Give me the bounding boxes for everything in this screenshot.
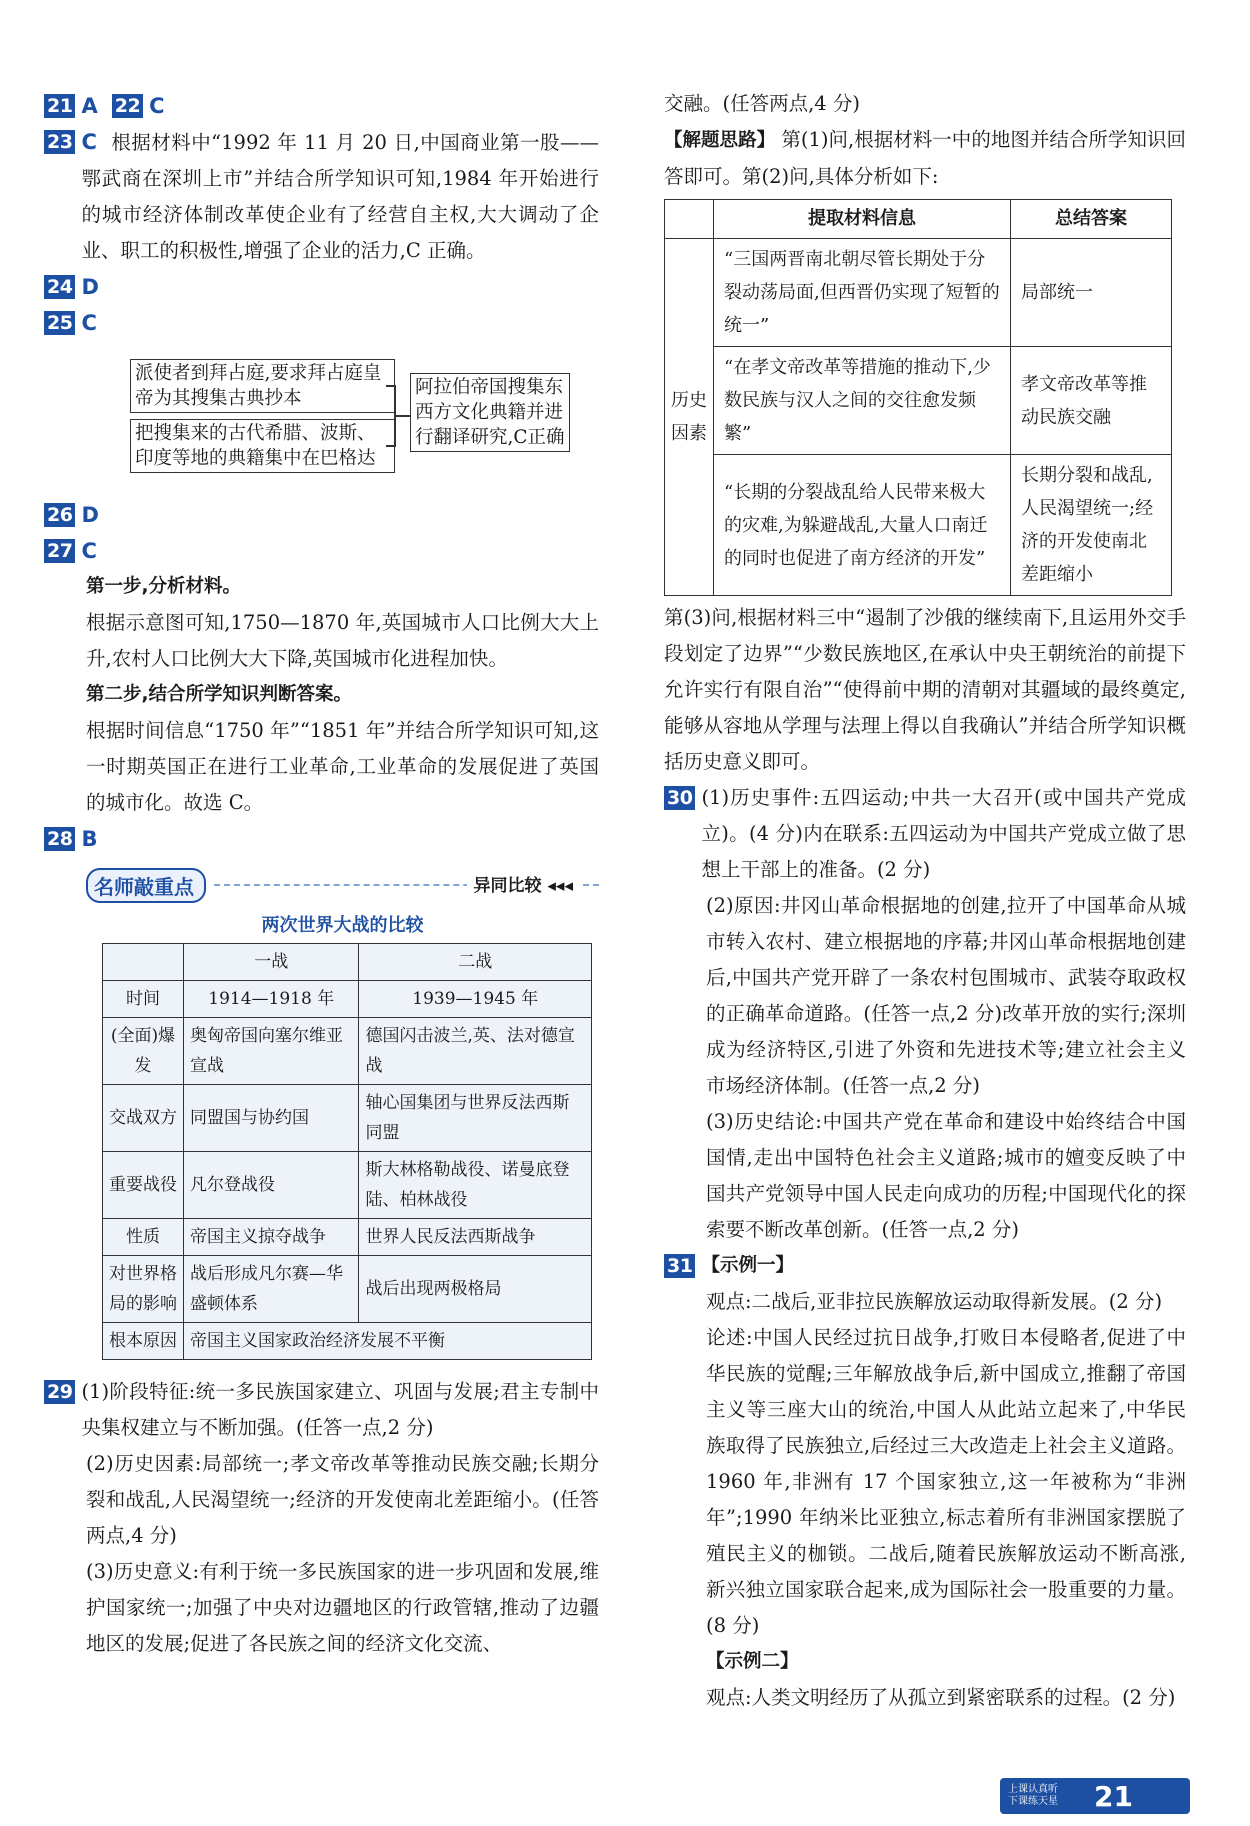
- table-cell: “三国两晋南北朝尽管长期处于分裂动荡局面,但西晋仍实现了短暂的统一”: [714, 239, 1011, 347]
- question-number: 24: [44, 275, 75, 299]
- answer-part: (1)历史事件:五四运动;中共一大召开(或中国共产党成立)。(4 分)内在联系:五四运动为中国共产党成立做了思想上干部上的准备。(2 分): [701, 786, 1186, 881]
- table-cell: 战后出现两极格局: [359, 1256, 592, 1323]
- row-heading: 交战双方: [103, 1085, 184, 1152]
- row-heading: 历史因素: [665, 239, 714, 596]
- answer-31-body: [664, 1284, 1186, 1716]
- table-cell: 孝文帝改革等推动民族交融: [1011, 347, 1172, 455]
- step-heading: 第一步,分析材料。: [86, 576, 242, 597]
- page-footer: [1000, 1778, 1190, 1814]
- question-number: 25: [44, 311, 75, 335]
- answer-29-rest: [44, 1446, 599, 1662]
- question-number: 26: [44, 503, 75, 527]
- teacher-highlight-header: [86, 865, 599, 905]
- left-column: [44, 88, 599, 1662]
- compare-tag: 异同比较 ◂◂◂: [467, 871, 579, 896]
- answer-23: [44, 124, 599, 269]
- row-heading: (全面)爆发: [103, 1018, 184, 1085]
- row-heading: 时间: [103, 981, 184, 1018]
- footer-slogan: [1008, 1784, 1088, 1808]
- answer-29: [44, 1374, 599, 1446]
- answer-letter: C: [81, 311, 97, 335]
- answer-31: [664, 1248, 1186, 1284]
- table-header-cell: 二战: [359, 944, 592, 981]
- table-row: [103, 981, 592, 1018]
- flow-diagram: [86, 351, 599, 491]
- answer-part: (2)历史因素:局部统一;孝文帝改革等推动民族交融;长期分裂和战乱,人民渴望统一;经济的开发使南北差距缩小。(任答两点,4 分): [86, 1452, 599, 1547]
- table-cell: 凡尔登战役: [184, 1152, 359, 1219]
- table-cell: 奥匈帝国向塞尔维亚宣战: [184, 1018, 359, 1085]
- table-header-cell: 总结答案: [1011, 200, 1172, 239]
- table-cell: 同盟国与协约国: [184, 1085, 359, 1152]
- flow-box-result: 阿拉伯帝国搜集东西方文化典籍并进行翻译研究,C正确: [410, 373, 570, 452]
- teacher-badge: 名师敲重点: [86, 868, 206, 903]
- table-cell: 轴心国集团与世界反法西斯同盟: [359, 1085, 592, 1152]
- table-row: [103, 1085, 592, 1152]
- step-text: 根据示意图可知,1750—1870 年,英国城市人口比例大大上升,农村人口比例大大下降,英国城市化进程加快。: [86, 611, 599, 670]
- answer-26: [44, 497, 599, 533]
- answer-30-rest: [664, 888, 1186, 1248]
- answer-30: [664, 780, 1186, 888]
- question-number: 21: [44, 94, 75, 118]
- question-number: 28: [44, 827, 75, 851]
- row-heading: 对世界格局的影响: [103, 1256, 184, 1323]
- solution-label: 【解题思路】: [664, 130, 776, 151]
- table-row: [665, 347, 1172, 455]
- row-heading: 重要战役: [103, 1152, 184, 1219]
- table-cell: 长期分裂和战乱,人民渴望统一;经济的开发使南北差距缩小: [1011, 455, 1172, 596]
- table-header-cell: 一战: [184, 944, 359, 981]
- answer-21-22: [44, 88, 599, 124]
- table-header-row: [665, 200, 1172, 239]
- table-header-cell: 提取材料信息: [714, 200, 1011, 239]
- flow-connector: [396, 415, 410, 417]
- step-text: 根据时间信息“1750 年”“1851 年”并结合所学知识可知,这一时期英国正在进行工业革命,工业革命的发展促进了英国的城市化。故选 C。: [86, 719, 599, 814]
- answer-part: (3)历史意义:有利于统一多民族国家的进一步巩固和发展,维护国家统一;加强了中央对边疆地区的行政管辖,推动了边疆地区的发展;促进了各民族之间的经济文化交流、: [86, 1560, 599, 1655]
- answer-letter: D: [81, 275, 99, 299]
- table-row: [665, 239, 1172, 347]
- answer-letter: C: [81, 539, 97, 563]
- example-heading: 【示例一】: [701, 1255, 794, 1276]
- right-column: [664, 88, 1186, 1716]
- answer-letter: A: [81, 94, 98, 118]
- answer-part: (1)阶段特征:统一多民族国家建立、巩固与发展;君主专制中央集权建立与不断加强。(任答一点,2 分): [81, 1380, 599, 1439]
- table-row: [665, 455, 1172, 596]
- table-cell: 帝国主义掠夺战争: [184, 1219, 359, 1256]
- table-header-cell: [103, 944, 184, 981]
- answer-25: [44, 305, 599, 341]
- answer-27-steps: [44, 569, 599, 821]
- table-row: [103, 1152, 592, 1219]
- war-comparison-table: [102, 943, 592, 1360]
- question-number: 27: [44, 539, 75, 563]
- flow-connector: [386, 445, 396, 447]
- table-header-cell: [665, 200, 714, 239]
- answer-explanation: C 根据材料中“1992 年 11 月 20 日,中国商业第一股——鄂武商在深圳上市”并结合所学知识可知,1984 年开始进行的城市经济体制改革使企业有了经营自主权,大大调动了企业、职工的积极性,增强了企业的活力,C 正确。: [81, 130, 599, 262]
- question-number: 30: [664, 786, 695, 810]
- answer-29-body: [81, 1374, 599, 1446]
- page-number: 21: [1094, 1779, 1133, 1813]
- question-number: 31: [664, 1254, 695, 1278]
- answer-part: 观点:人类文明经历了从孤立到紧密联系的过程。(2 分): [706, 1686, 1176, 1709]
- table-row: [103, 1323, 592, 1360]
- answer-27: [44, 533, 599, 569]
- step-heading: 第二步,结合所学知识判断答案。: [86, 684, 353, 705]
- row-heading: 根本原因: [103, 1323, 184, 1360]
- example-heading: 【示例二】: [706, 1651, 799, 1672]
- solution-idea: 【解题思路】 第(1)问,根据材料一中的地图并结合所学知识回答即可。第(2)问,具体分析如下:: [664, 128, 1186, 188]
- table-row: [103, 1219, 592, 1256]
- comparison-title: 两次世界大战的比较: [261, 915, 424, 936]
- flow-box-envoy: 派使者到拜占庭,要求拜占庭皇帝为其搜集古典抄本: [130, 359, 395, 413]
- table-row: [103, 1018, 592, 1085]
- answer-letter: C: [81, 130, 97, 154]
- flow-connector: [386, 385, 396, 387]
- row-heading: 性质: [103, 1219, 184, 1256]
- table-cell: 斯大林格勒战役、诺曼底登陆、柏林战役: [359, 1152, 592, 1219]
- question-number: 29: [44, 1380, 75, 1404]
- question-number: 23: [44, 130, 75, 154]
- table-row: [103, 1256, 592, 1323]
- slogan-line: 下课练天星: [1008, 1796, 1058, 1807]
- table-cell: “在孝文帝改革等措施的推动下,少数民族与汉人之间的交往愈发频繁”: [714, 347, 1011, 455]
- table-cell: 1914—1918 年: [184, 981, 359, 1018]
- answer-letter: B: [81, 827, 98, 851]
- continued-text: 交融。(任答两点,4 分): [664, 92, 861, 115]
- answer-letter: C: [149, 94, 165, 118]
- flow-box-collect: 把搜集来的古代希腊、波斯、印度等地的典籍集中在巴格达: [130, 419, 395, 473]
- table-header-row: [103, 944, 592, 981]
- slogan-line: 上课认真听: [1008, 1784, 1058, 1795]
- table-cell: 世界人民反法西斯战争: [359, 1219, 592, 1256]
- answer-part: 论述:中国人民经过抗日战争,打败日本侵略者,促进了中华民族的觉醒;三年解放战争后,新中国成立,推翻了帝国主义等三座大山的统治,中国人从此站立起来了,中华民族取得了民族独立,后经过三大改造走上社会主义道路。1960 年,非洲有 17 个国家独立,这一年被称为“非洲年”;1990 年纳米比亚独立,标志着所有非洲国家摆脱了殖民主义的枷锁。二战后,随着民族解放运动不断高涨,新兴独立国家联合起来,成为国际社会一股重要的力量。(8 分): [706, 1326, 1186, 1637]
- table-cell: 局部统一: [1011, 239, 1172, 347]
- table-cell: 德国闪击波兰,英、法对德宣战: [359, 1018, 592, 1085]
- answer-28: [44, 821, 599, 857]
- answer-part: 观点:二战后,亚非拉民族解放运动取得新发展。(2 分): [706, 1290, 1163, 1313]
- answer-part: (3)历史结论:中国共产党在革命和建设中始终结合中国国情,走出中国特色社会主义道路;城市的嬗变反映了中国共产党领导中国人民走向成功的历程;中国现代化的探索要不断改革创新。(任答一点,2 分): [706, 1110, 1186, 1241]
- table-cell: 帝国主义国家政治经济发展不平衡: [184, 1323, 592, 1360]
- question-number: 22: [112, 94, 143, 118]
- answer-24: [44, 269, 599, 305]
- table-cell: 1939—1945 年: [359, 981, 592, 1018]
- table-cell: “长期的分裂战乱给人民带来极大的灾难,为躲避战乱,大量人口南迁的同时也促进了南方经济的开发”: [714, 455, 1011, 596]
- answer-letter: D: [81, 503, 99, 527]
- answer-part: (2)原因:井冈山革命根据地的创建,拉开了中国革命从城市转入农村、建立根据地的序幕;井冈山革命根据地创建后,中国共产党开辟了一条农村包围城市、武装夺取政权的正确革命道路。(任答一点,2 分)改革开放的实行;深圳成为经济特区,引进了外资和先进技术等;建立社会主义市场经济体制。(任答一点,2 分): [706, 894, 1186, 1097]
- table-cell: 战后形成凡尔赛—华盛顿体系: [184, 1256, 359, 1323]
- question3-analysis: 第(3)问,根据材料三中“遏制了沙俄的继续南下,且运用外交手段划定了边界”“少数民族地区,在承认中央王朝统治的前提下允许实行有限自治”“使得前中期的清朝对其疆域的最终奠定,能够从容地从学理与法理上得以自我确认”并结合所学知识概括历史意义即可。: [664, 606, 1186, 773]
- analysis-table: [664, 199, 1172, 596]
